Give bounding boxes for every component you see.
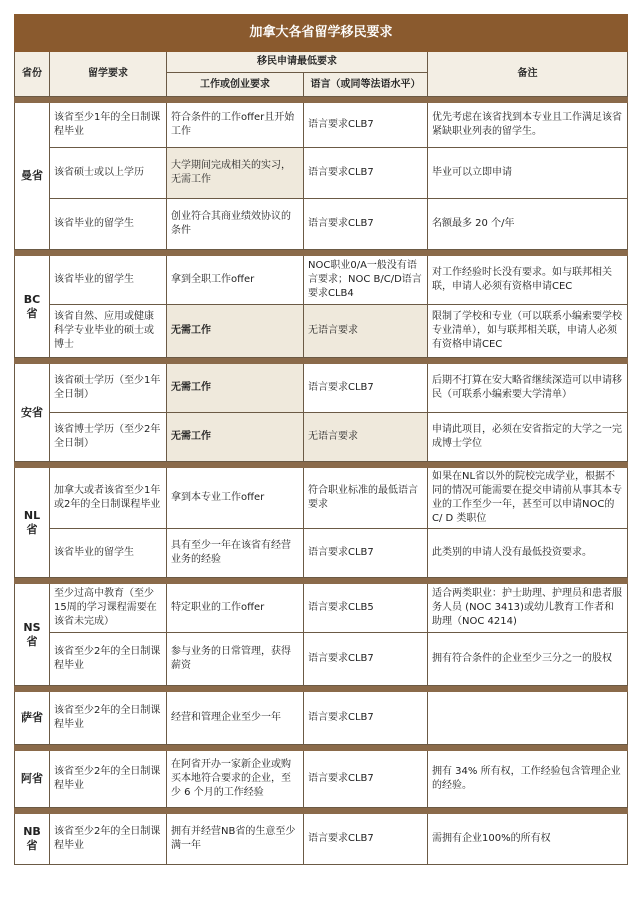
study-cell: 该省至少2年的全日制课程毕业 (50, 633, 167, 686)
header-province: 省份 (15, 52, 50, 97)
study-cell: 至少过高中教育（至少15周的学习课程需要在该省未完成） (50, 584, 167, 633)
header-work: 工作或创业要求 (167, 73, 304, 97)
work-cell: 拥有并经营NB省的生意至少满一年 (167, 814, 304, 865)
immigration-requirements-table (14, 14, 628, 865)
study-cell: 该省毕业的留学生 (50, 199, 167, 250)
province-cell: 安省 (15, 364, 50, 462)
work-cell: 符合条件的工作offer且开始工作 (167, 103, 304, 148)
immigration-table-sheet (14, 14, 627, 865)
notes-cell: 申请此项目，必须在安省指定的大学之一完成博士学位 (428, 413, 628, 462)
work-cell: 拿到全职工作offer (167, 256, 304, 305)
work-cell: 参与业务的日常管理，获得薪资 (167, 633, 304, 686)
table-row (15, 468, 628, 529)
table-title: 加拿大各省留学移民要求 (15, 15, 628, 52)
language-cell: 无语言要求 (304, 413, 428, 462)
language-cell: 语言要求CLB7 (304, 148, 428, 199)
work-cell: 在阿省开办一家新企业或购买本地符合要求的企业，至少 6 个月的工作经验 (167, 751, 304, 808)
study-cell: 该省至少1年的全日制课程毕业 (50, 103, 167, 148)
province-cell: 萨省 (15, 692, 50, 745)
notes-cell: 名额最多 20 个/年 (428, 199, 628, 250)
language-cell: 语言要求CLB7 (304, 692, 428, 745)
notes-cell: 限制了学校和专业（可以联系小编索要学校专业清单），如与联邦相关联，申请人必须有资格申请CEC (428, 305, 628, 358)
language-cell: NOC职业0/A一般没有语言要求；NOC B/C/D语言要求CLB4 (304, 256, 428, 305)
work-cell: 特定职业的工作offer (167, 584, 304, 633)
notes-cell: 对工作经验时长没有要求。如与联邦相关联，申请人必须有资格申请CEC (428, 256, 628, 305)
header-language: 语言（或同等法语水平） (304, 73, 428, 97)
study-cell: 该省毕业的留学生 (50, 529, 167, 578)
work-cell: 无需工作 (167, 305, 304, 358)
header-notes: 备注 (428, 52, 628, 97)
notes-cell: 优先考虑在该省找到本专业且工作满足该省紧缺职业列表的留学生。 (428, 103, 628, 148)
study-cell: 该省硕士或以上学历 (50, 148, 167, 199)
table-row (15, 413, 628, 462)
notes-cell: 需拥有企业100%的所有权 (428, 814, 628, 865)
language-cell: 无语言要求 (304, 305, 428, 358)
table-row (15, 633, 628, 686)
table-row (15, 529, 628, 578)
province-cell: NS省 (15, 584, 50, 686)
province-cell: 曼省 (15, 103, 50, 250)
work-cell: 无需工作 (167, 413, 304, 462)
work-cell: 经营和管理企业至少一年 (167, 692, 304, 745)
table-row (15, 256, 628, 305)
province-cell: 阿省 (15, 751, 50, 808)
work-cell: 拿到本专业工作offer (167, 468, 304, 529)
table-row (15, 364, 628, 413)
study-cell: 该省毕业的留学生 (50, 256, 167, 305)
language-cell: 符合职业标准的最低语言要求 (304, 468, 428, 529)
work-cell: 创业符合其商业绩效协议的条件 (167, 199, 304, 250)
study-cell: 该省至少2年的全日制课程毕业 (50, 751, 167, 808)
notes-cell: 拥有符合条件的企业至少三分之一的股权 (428, 633, 628, 686)
language-cell: 语言要求CLB7 (304, 103, 428, 148)
notes-cell: 后期不打算在安大略省继续深造可以申请移民（可联系小编索要大学清单） (428, 364, 628, 413)
table-row (15, 199, 628, 250)
work-cell: 大学期间完成相关的实习，无需工作 (167, 148, 304, 199)
study-cell: 该省博士学历（至少2年全日制） (50, 413, 167, 462)
header-immigration-group: 移民申请最低要求 (167, 52, 428, 73)
notes-cell: 毕业可以立即申请 (428, 148, 628, 199)
table-row (15, 148, 628, 199)
notes-cell (428, 692, 628, 745)
language-cell: 语言要求CLB7 (304, 814, 428, 865)
language-cell: 语言要求CLB7 (304, 529, 428, 578)
notes-cell: 拥有 34% 所有权，工作经验包含管理企业的经验。 (428, 751, 628, 808)
table-row (15, 103, 628, 148)
table-row (15, 751, 628, 808)
notes-cell: 适合两类职业：护士助理、护理员和患者服务人员 (NOC 3413)或幼儿教育工作者和助理（NOC 4214) (428, 584, 628, 633)
study-cell: 该省硕士学历（至少1年全日制） (50, 364, 167, 413)
table-row (15, 692, 628, 745)
study-cell: 该省至少2年的全日制课程毕业 (50, 692, 167, 745)
study-cell: 该省至少2年的全日制课程毕业 (50, 814, 167, 865)
study-cell: 加拿大或者该省至少1年或2年的全日制课程毕业 (50, 468, 167, 529)
table-row (15, 584, 628, 633)
study-cell: 该省自然、应用或健康科学专业毕业的硕士或博士 (50, 305, 167, 358)
province-cell: BC省 (15, 256, 50, 358)
table-row (15, 305, 628, 358)
header-study: 留学要求 (50, 52, 167, 97)
table-row (15, 814, 628, 865)
notes-cell: 此类别的申请人没有最低投资要求。 (428, 529, 628, 578)
work-cell: 具有至少一年在该省有经营业务的经验 (167, 529, 304, 578)
language-cell: 语言要求CLB7 (304, 633, 428, 686)
language-cell: 语言要求CLB7 (304, 364, 428, 413)
language-cell: 语言要求CLB5 (304, 584, 428, 633)
language-cell: 语言要求CLB7 (304, 751, 428, 808)
work-cell: 无需工作 (167, 364, 304, 413)
province-cell: NB省 (15, 814, 50, 865)
notes-cell: 如果在NL省以外的院校完成学业，根据不同的情况可能需要在提交申请前从事其本专业的工作至少一年，甚至可以申请NOC的C/ D 类职位 (428, 468, 628, 529)
language-cell: 语言要求CLB7 (304, 199, 428, 250)
province-cell: NL省 (15, 468, 50, 578)
